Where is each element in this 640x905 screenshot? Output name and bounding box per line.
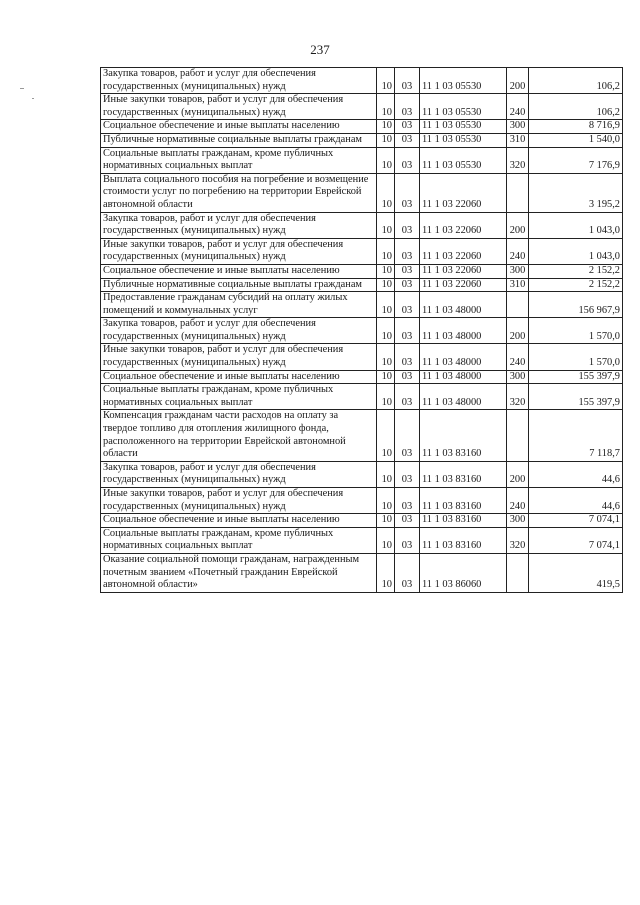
expense-type-code: 320	[507, 384, 529, 410]
amount: 1 570,0	[529, 318, 623, 344]
subsection-code: 03	[395, 488, 420, 514]
row-name: Иные закупки товаров, работ и услуг для обеспечения государственных (муниципальных) нужд	[101, 344, 377, 370]
target-article-code: 11 1 03 86060	[420, 553, 507, 592]
expense-type-code: 200	[507, 318, 529, 344]
target-article-code: 11 1 03 83160	[420, 527, 507, 553]
subsection-code: 03	[395, 384, 420, 410]
expense-type-code	[507, 410, 529, 461]
expense-type-code: 240	[507, 488, 529, 514]
amount: 44,6	[529, 461, 623, 487]
amount: 3 195,2	[529, 173, 623, 212]
row-name: Закупка товаров, работ и услуг для обеспечения государственных (муниципальных) нужд	[101, 212, 377, 238]
expense-type-code: 300	[507, 120, 529, 134]
target-article-code: 11 1 03 05530	[420, 147, 507, 173]
section-code: 10	[377, 553, 395, 592]
section-code: 10	[377, 94, 395, 120]
table-row	[101, 318, 623, 344]
row-name: Оказание социальной помощи гражданам, награжденным почетным званием «Почетный гражданин Еврейской автономной области»	[101, 553, 377, 592]
table-row	[101, 384, 623, 410]
section-code: 10	[377, 384, 395, 410]
expense-type-code: 320	[507, 527, 529, 553]
target-article-code: 11 1 03 05530	[420, 120, 507, 134]
table-row	[101, 147, 623, 173]
section-code: 10	[377, 410, 395, 461]
amount: 155 397,9	[529, 370, 623, 384]
section-code: 10	[377, 68, 395, 94]
amount: 2 152,2	[529, 264, 623, 278]
amount: 8 716,9	[529, 120, 623, 134]
amount: 1 043,0	[529, 238, 623, 264]
expense-type-code: 300	[507, 514, 529, 528]
target-article-code: 11 1 03 05530	[420, 94, 507, 120]
section-code: 10	[377, 238, 395, 264]
table-row	[101, 553, 623, 592]
row-name: Публичные нормативные социальные выплаты гражданам	[101, 133, 377, 147]
expense-type-code	[507, 173, 529, 212]
row-name: Социальные выплаты гражданам, кроме публичных нормативных социальных выплат	[101, 527, 377, 553]
section-code: 10	[377, 147, 395, 173]
subsection-code: 03	[395, 68, 420, 94]
table-row	[101, 344, 623, 370]
table-row	[101, 461, 623, 487]
target-article-code: 11 1 03 22060	[420, 212, 507, 238]
target-article-code: 11 1 03 22060	[420, 173, 507, 212]
subsection-code: 03	[395, 278, 420, 292]
budget-table-body	[101, 68, 623, 593]
target-article-code: 11 1 03 22060	[420, 278, 507, 292]
amount: 155 397,9	[529, 384, 623, 410]
expense-type-code: 240	[507, 94, 529, 120]
amount: 1 570,0	[529, 344, 623, 370]
section-code: 10	[377, 344, 395, 370]
subsection-code: 03	[395, 147, 420, 173]
amount: 7 074,1	[529, 514, 623, 528]
table-row	[101, 264, 623, 278]
expense-type-code: 310	[507, 133, 529, 147]
section-code: 10	[377, 264, 395, 278]
section-code: 10	[377, 212, 395, 238]
table-row	[101, 370, 623, 384]
target-article-code: 11 1 03 05530	[420, 68, 507, 94]
target-article-code: 11 1 03 22060	[420, 238, 507, 264]
subsection-code: 03	[395, 514, 420, 528]
expense-type-code: 300	[507, 264, 529, 278]
target-article-code: 11 1 03 22060	[420, 264, 507, 278]
row-name: Иные закупки товаров, работ и услуг для обеспечения государственных (муниципальных) нужд	[101, 238, 377, 264]
amount: 106,2	[529, 68, 623, 94]
subsection-code: 03	[395, 344, 420, 370]
row-name: Компенсация гражданам части расходов на оплату за твердое топливо для отопления жилищного фонда, расположенного на территории Еврейской автономной области	[101, 410, 377, 461]
amount: 2 152,2	[529, 278, 623, 292]
section-code: 10	[377, 120, 395, 134]
subsection-code: 03	[395, 238, 420, 264]
section-code: 10	[377, 527, 395, 553]
amount: 106,2	[529, 94, 623, 120]
table-row	[101, 212, 623, 238]
subsection-code: 03	[395, 264, 420, 278]
amount: 44,6	[529, 488, 623, 514]
table-row	[101, 278, 623, 292]
scan-speck	[20, 88, 24, 89]
target-article-code: 11 1 03 83160	[420, 461, 507, 487]
section-code: 10	[377, 133, 395, 147]
amount: 156 967,9	[529, 292, 623, 318]
subsection-code: 03	[395, 212, 420, 238]
target-article-code: 11 1 03 48000	[420, 384, 507, 410]
subsection-code: 03	[395, 370, 420, 384]
subsection-code: 03	[395, 461, 420, 487]
amount: 419,5	[529, 553, 623, 592]
target-article-code: 11 1 03 05530	[420, 133, 507, 147]
subsection-code: 03	[395, 173, 420, 212]
table-row	[101, 488, 623, 514]
amount: 7 074,1	[529, 527, 623, 553]
expense-type-code	[507, 553, 529, 592]
expense-type-code: 240	[507, 344, 529, 370]
expense-type-code: 200	[507, 68, 529, 94]
table-row	[101, 238, 623, 264]
target-article-code: 11 1 03 48000	[420, 370, 507, 384]
row-name: Закупка товаров, работ и услуг для обеспечения государственных (муниципальных) нужд	[101, 318, 377, 344]
row-name: Иные закупки товаров, работ и услуг для обеспечения государственных (муниципальных) нужд	[101, 488, 377, 514]
subsection-code: 03	[395, 527, 420, 553]
row-name: Предоставление гражданам субсидий на оплату жилых помещений и коммунальных услуг	[101, 292, 377, 318]
table-row	[101, 68, 623, 94]
subsection-code: 03	[395, 120, 420, 134]
expense-type-code: 300	[507, 370, 529, 384]
expense-type-code	[507, 292, 529, 318]
section-code: 10	[377, 278, 395, 292]
row-name: Закупка товаров, работ и услуг для обеспечения государственных (муниципальных) нужд	[101, 68, 377, 94]
budget-table	[100, 67, 623, 593]
section-code: 10	[377, 488, 395, 514]
section-code: 10	[377, 514, 395, 528]
table-row	[101, 514, 623, 528]
row-name: Социальное обеспечение и иные выплаты населению	[101, 120, 377, 134]
row-name: Выплата социального пособия на погребение и возмещение стоимости услуг по погребению на территории Еврейской автономной области	[101, 173, 377, 212]
subsection-code: 03	[395, 410, 420, 461]
expense-type-code: 320	[507, 147, 529, 173]
row-name: Социальные выплаты гражданам, кроме публичных нормативных социальных выплат	[101, 384, 377, 410]
target-article-code: 11 1 03 48000	[420, 292, 507, 318]
expense-type-code: 200	[507, 212, 529, 238]
table-row	[101, 94, 623, 120]
target-article-code: 11 1 03 48000	[420, 318, 507, 344]
subsection-code: 03	[395, 292, 420, 318]
section-code: 10	[377, 318, 395, 344]
table-row	[101, 292, 623, 318]
row-name: Закупка товаров, работ и услуг для обеспечения государственных (муниципальных) нужд	[101, 461, 377, 487]
target-article-code: 11 1 03 83160	[420, 514, 507, 528]
expense-type-code: 310	[507, 278, 529, 292]
table-row	[101, 527, 623, 553]
subsection-code: 03	[395, 318, 420, 344]
section-code: 10	[377, 461, 395, 487]
row-name: Публичные нормативные социальные выплаты гражданам	[101, 278, 377, 292]
amount: 1 043,0	[529, 212, 623, 238]
table-row	[101, 410, 623, 461]
table-row	[101, 133, 623, 147]
target-article-code: 11 1 03 48000	[420, 344, 507, 370]
section-code: 10	[377, 173, 395, 212]
target-article-code: 11 1 03 83160	[420, 410, 507, 461]
row-name: Социальное обеспечение и иные выплаты населению	[101, 370, 377, 384]
table-row	[101, 120, 623, 134]
page-number: 237	[310, 42, 330, 57]
row-name: Социальное обеспечение и иные выплаты населению	[101, 514, 377, 528]
amount: 1 540,0	[529, 133, 623, 147]
subsection-code: 03	[395, 94, 420, 120]
target-article-code: 11 1 03 83160	[420, 488, 507, 514]
expense-type-code: 200	[507, 461, 529, 487]
expense-type-code: 240	[507, 238, 529, 264]
scan-speck	[32, 98, 34, 99]
amount: 7 118,7	[529, 410, 623, 461]
amount: 7 176,9	[529, 147, 623, 173]
row-name: Социальное обеспечение и иные выплаты населению	[101, 264, 377, 278]
subsection-code: 03	[395, 133, 420, 147]
row-name: Иные закупки товаров, работ и услуг для обеспечения государственных (муниципальных) нужд	[101, 94, 377, 120]
row-name: Социальные выплаты гражданам, кроме публичных нормативных социальных выплат	[101, 147, 377, 173]
section-code: 10	[377, 292, 395, 318]
subsection-code: 03	[395, 553, 420, 592]
section-code: 10	[377, 370, 395, 384]
table-row	[101, 173, 623, 212]
